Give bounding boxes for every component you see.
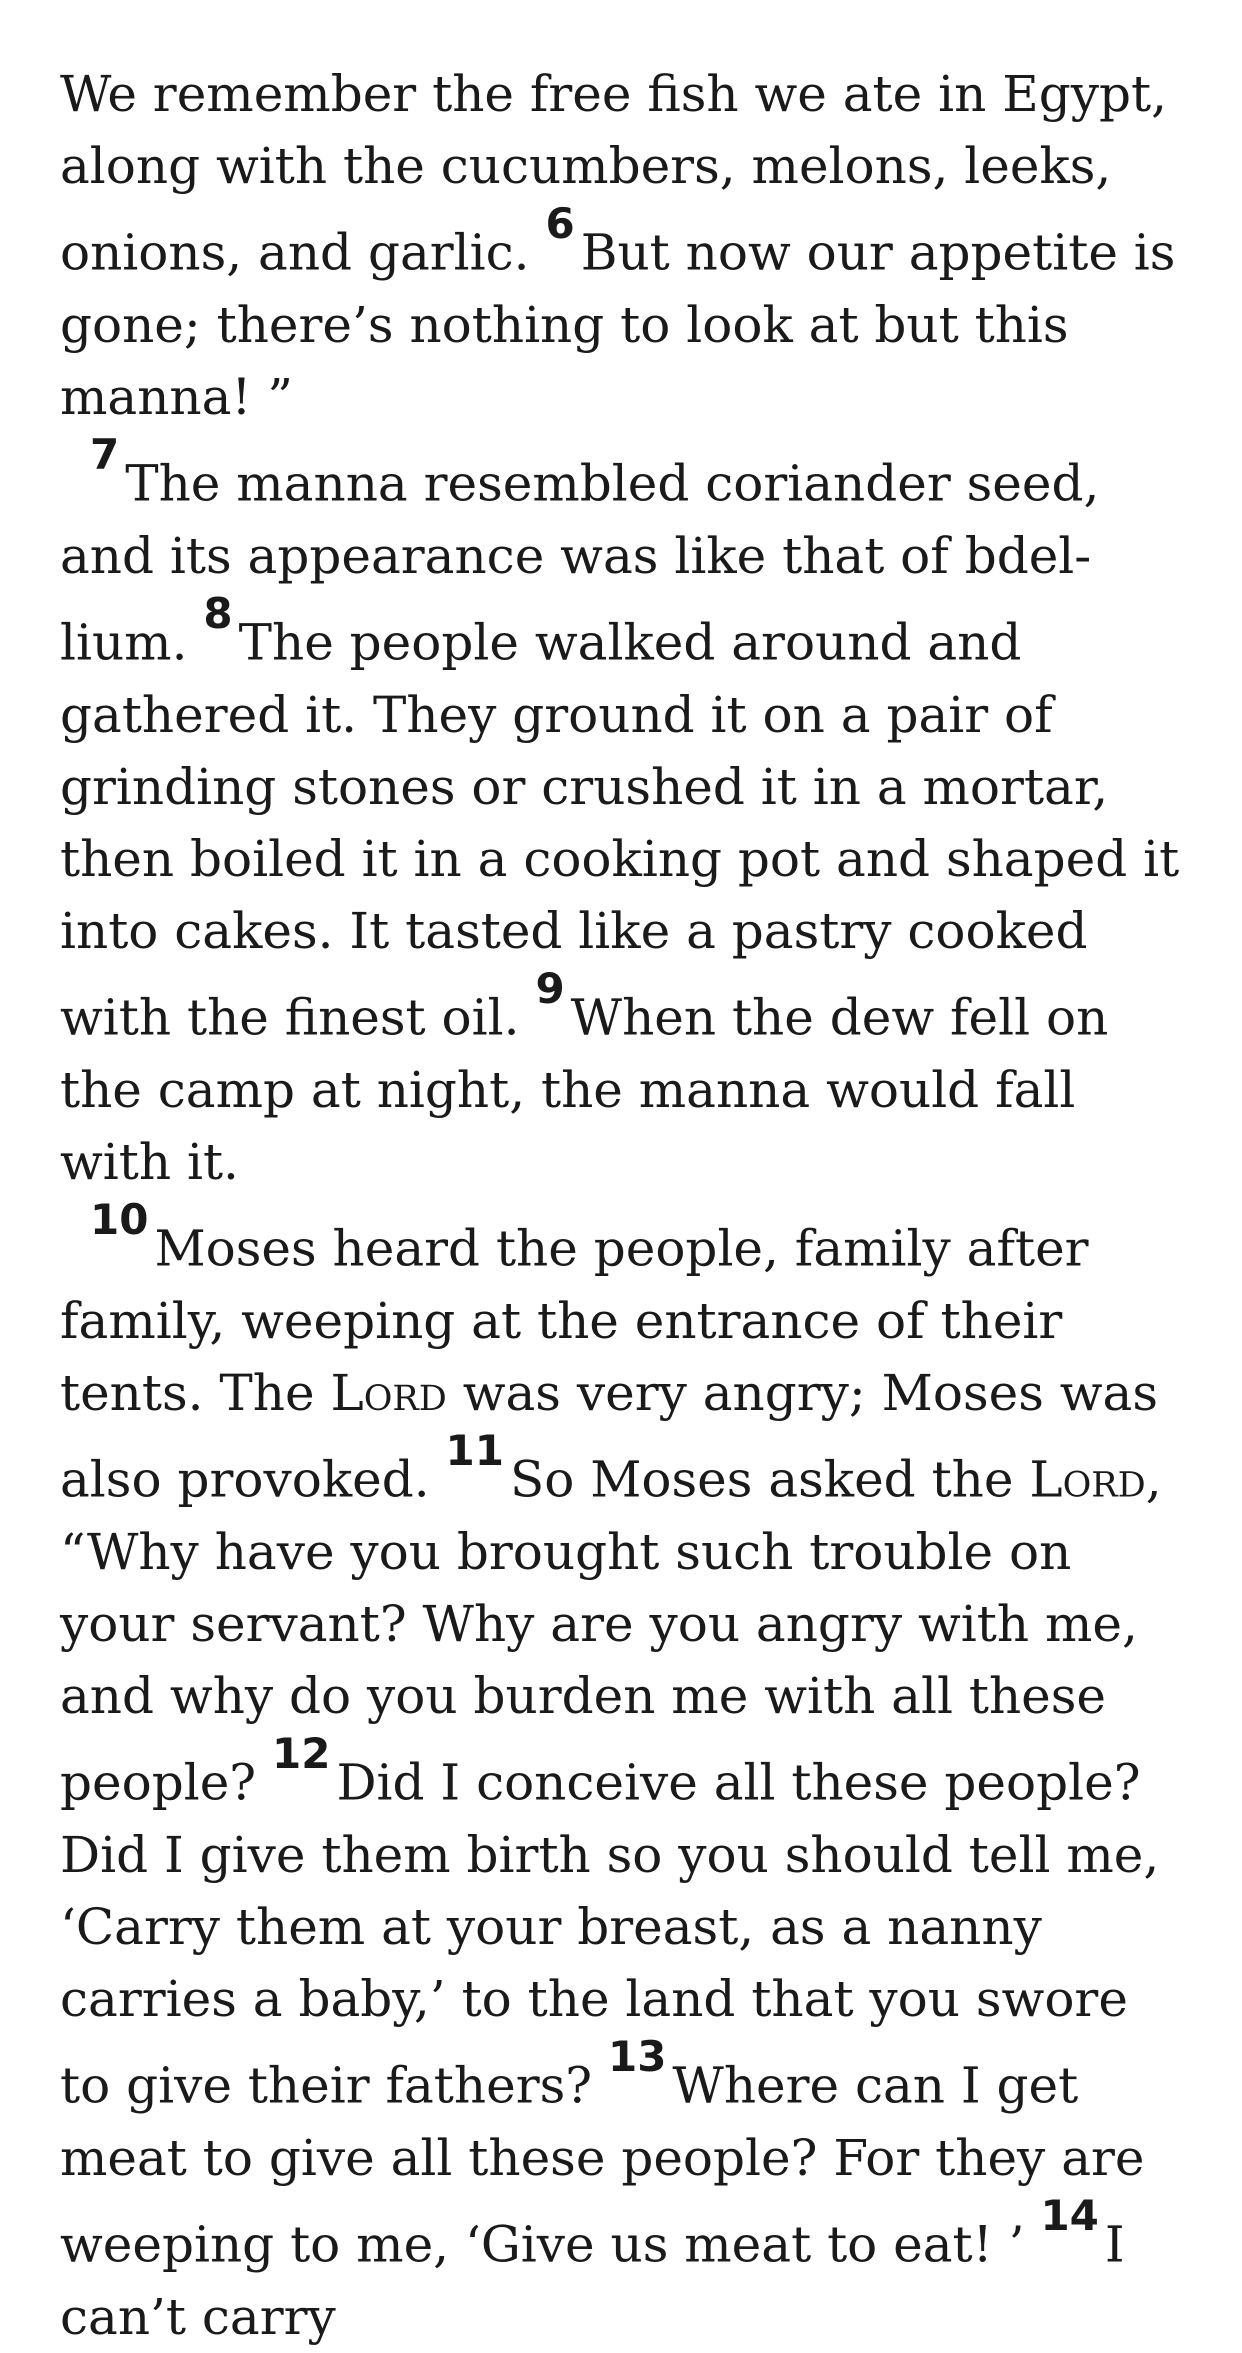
paragraph-1 <box>60 58 1190 433</box>
verse-number-9[interactable]: 9 <box>535 964 565 1014</box>
paragraph-2 <box>60 430 1190 1198</box>
verse-text: So Moses asked the <box>509 1450 1014 1509</box>
verse-text: Did I conceive all these people? Did I give them birth so you should tell me, ‘Carry them at your breast, as a nanny carries a baby,’ to the land that you swore to give their fathers? <box>60 1753 1160 2115</box>
verse-text: But now our appetite is gone; there’s nothing to look at but this manna! ” <box>60 223 1176 427</box>
verse-text: was very angry; Moses was also provoked. <box>60 1363 1159 1509</box>
verse-text: The manna resembled coriander seed, and its appearance was like that of bdel-lium. <box>60 454 1100 672</box>
verse-number-11[interactable]: 11 <box>445 1425 504 1475</box>
verse-number-14[interactable]: 14 <box>1040 2190 1099 2240</box>
verse-number-8[interactable]: 8 <box>203 588 233 638</box>
verse-text: Moses heard the people, family after family, weeping at the entrance of their tents. The <box>60 1219 1089 1422</box>
verse-text: Where can I get meat to give all these people? For they are weeping to me, ‘Give us meat to eat! ’ <box>60 2056 1145 2274</box>
verse-text: , “Why have you brought such trouble on your servant? Why are you angry with me, and why do you burden me with all these people? <box>60 1450 1162 1812</box>
verse-number-13[interactable]: 13 <box>607 2032 667 2082</box>
verse-text: We remember the free fish we ate in Egypt, along with the cucumbers, melons, leeks, onions, and garlic. <box>60 65 1167 282</box>
verse-number-10[interactable]: 10 <box>90 1195 149 1245</box>
verse-text: I can’t carry <box>60 2215 1125 2346</box>
divine-name: Lord <box>330 1363 447 1422</box>
paragraph-3 <box>60 1195 1190 2353</box>
verse-text: The people walked around and gathered it. They ground it on a pair of grinding stones or crushed it in a mortar, then boiled it in a cooking pot and shaped it into cakes. It tasted like a pastry cooked with the finest oil. <box>60 613 1180 1047</box>
verse-number-12[interactable]: 12 <box>272 1729 331 1778</box>
verse-text: When the dew fell on the camp at night, the manna would fall with it. <box>60 988 1109 1191</box>
verse-number-6[interactable]: 6 <box>545 199 575 249</box>
divine-name: Lord <box>1029 1450 1146 1509</box>
verse-number-7[interactable]: 7 <box>90 430 120 480</box>
scripture-text <box>60 58 1190 2353</box>
